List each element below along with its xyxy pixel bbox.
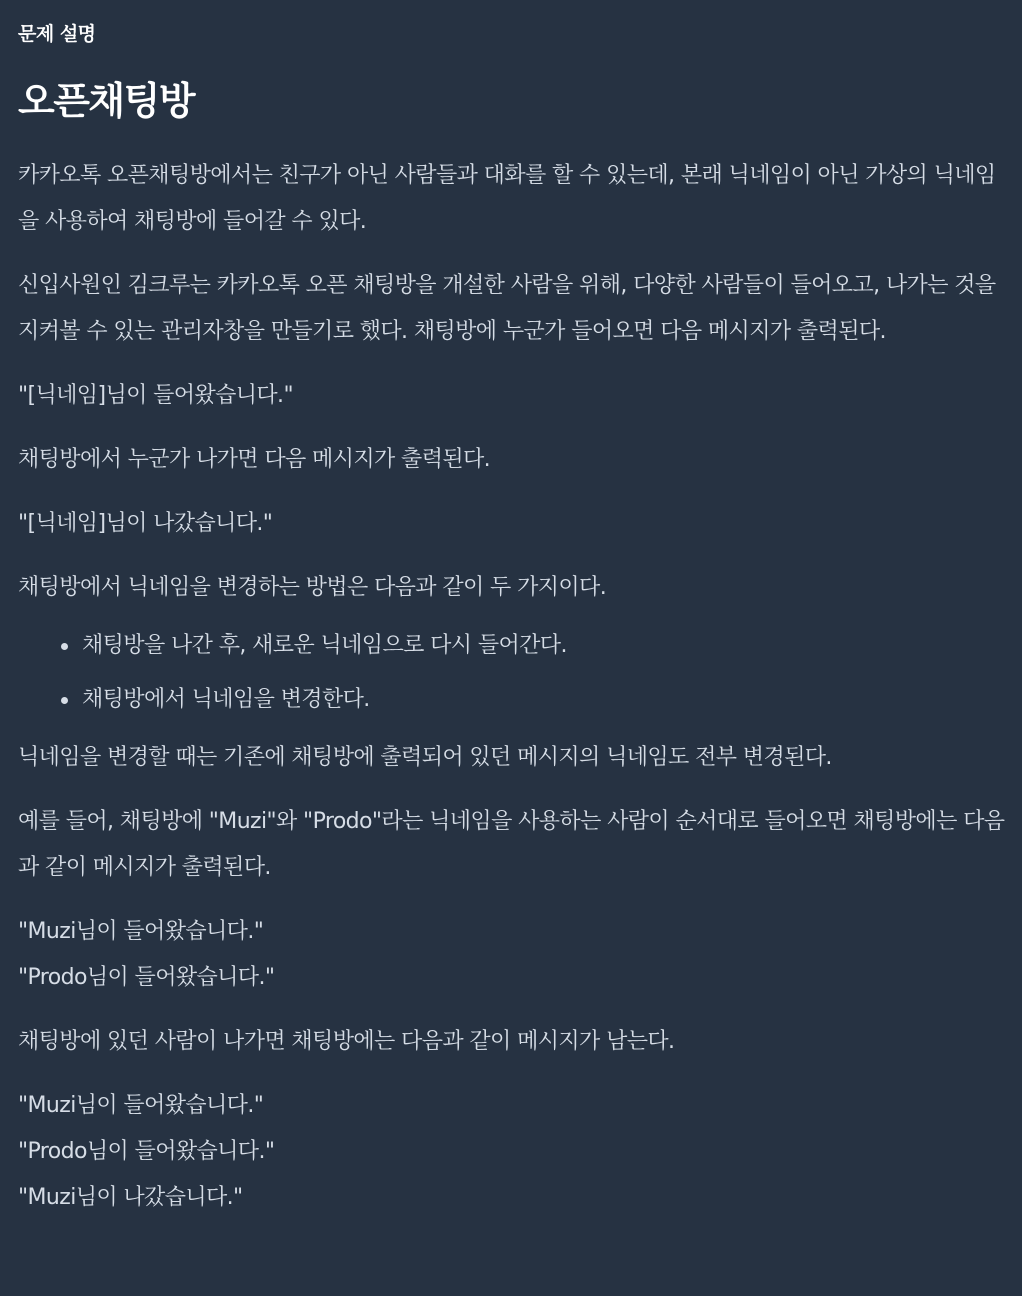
section-label: 문제 설명 (18, 23, 96, 45)
list-item (82, 673, 1014, 727)
example1-line: "Prodo님이 들어왔습니다." (18, 965, 275, 990)
change-intro-paragraph: 채팅방에서 닉네임을 변경하는 방법은 다음과 같이 두 가지이다. (18, 575, 607, 600)
leave-example-intro-paragraph: 채팅방에 있던 사람이 나가면 채팅방에는 다음과 같이 메시지가 남는다. (18, 1029, 675, 1054)
leave-intro-paragraph: 채팅방에서 누군가 나가면 다음 메시지가 출력된다. (18, 447, 491, 472)
list-item (82, 619, 1014, 673)
example2-line: "Muzi님이 들어왔습니다." (18, 1093, 264, 1118)
problem-title: 오픈채팅방 (18, 79, 195, 123)
bullet-icon (61, 643, 68, 650)
enter-message-format: "[닉네임]님이 들어왔습니다." (18, 383, 293, 408)
background-paragraph: 신입사원인 김크루는 카카오톡 오픈 채팅방을 개설한 사람을 위해, 다양한 사람들이 들어오고, 나가는 것을 지켜볼 수 있는 관리자창을 만들기로 했다. 채팅방에 누군가 들어오면 다음 메시지가 출력된다. (18, 273, 996, 344)
example1-line: "Muzi님이 들어왔습니다." (18, 919, 264, 944)
list-item-text: 채팅방을 나간 후, 새로운 닉네임으로 다시 들어간다. (82, 633, 567, 658)
problem-description (18, 153, 1014, 1221)
example2-line: "Prodo님이 들어왔습니다." (18, 1139, 275, 1164)
example2-line: "Muzi님이 나갔습니다." (18, 1185, 243, 1210)
change-methods-list (18, 619, 1014, 727)
change-note-paragraph: 닉네임을 변경할 때는 기존에 채팅방에 출력되어 있던 메시지의 닉네임도 전부 변경된다. (18, 745, 832, 770)
list-item-text: 채팅방에서 닉네임을 변경한다. (82, 687, 370, 712)
intro-paragraph: 카카오톡 오픈채팅방에서는 친구가 아닌 사람들과 대화를 할 수 있는데, 본래 닉네임이 아닌 가상의 닉네임을 사용하여 채팅방에 들어갈 수 있다. (18, 163, 996, 234)
example-intro-paragraph: 예를 들어, 채팅방에 "Muzi"와 "Prodo"라는 닉네임을 사용하는 사람이 순서대로 들어오면 채팅방에는 다음과 같이 메시지가 출력된다. (18, 809, 1005, 880)
leave-message-format: "[닉네임]님이 나갔습니다." (18, 511, 273, 536)
bullet-icon (61, 697, 68, 704)
